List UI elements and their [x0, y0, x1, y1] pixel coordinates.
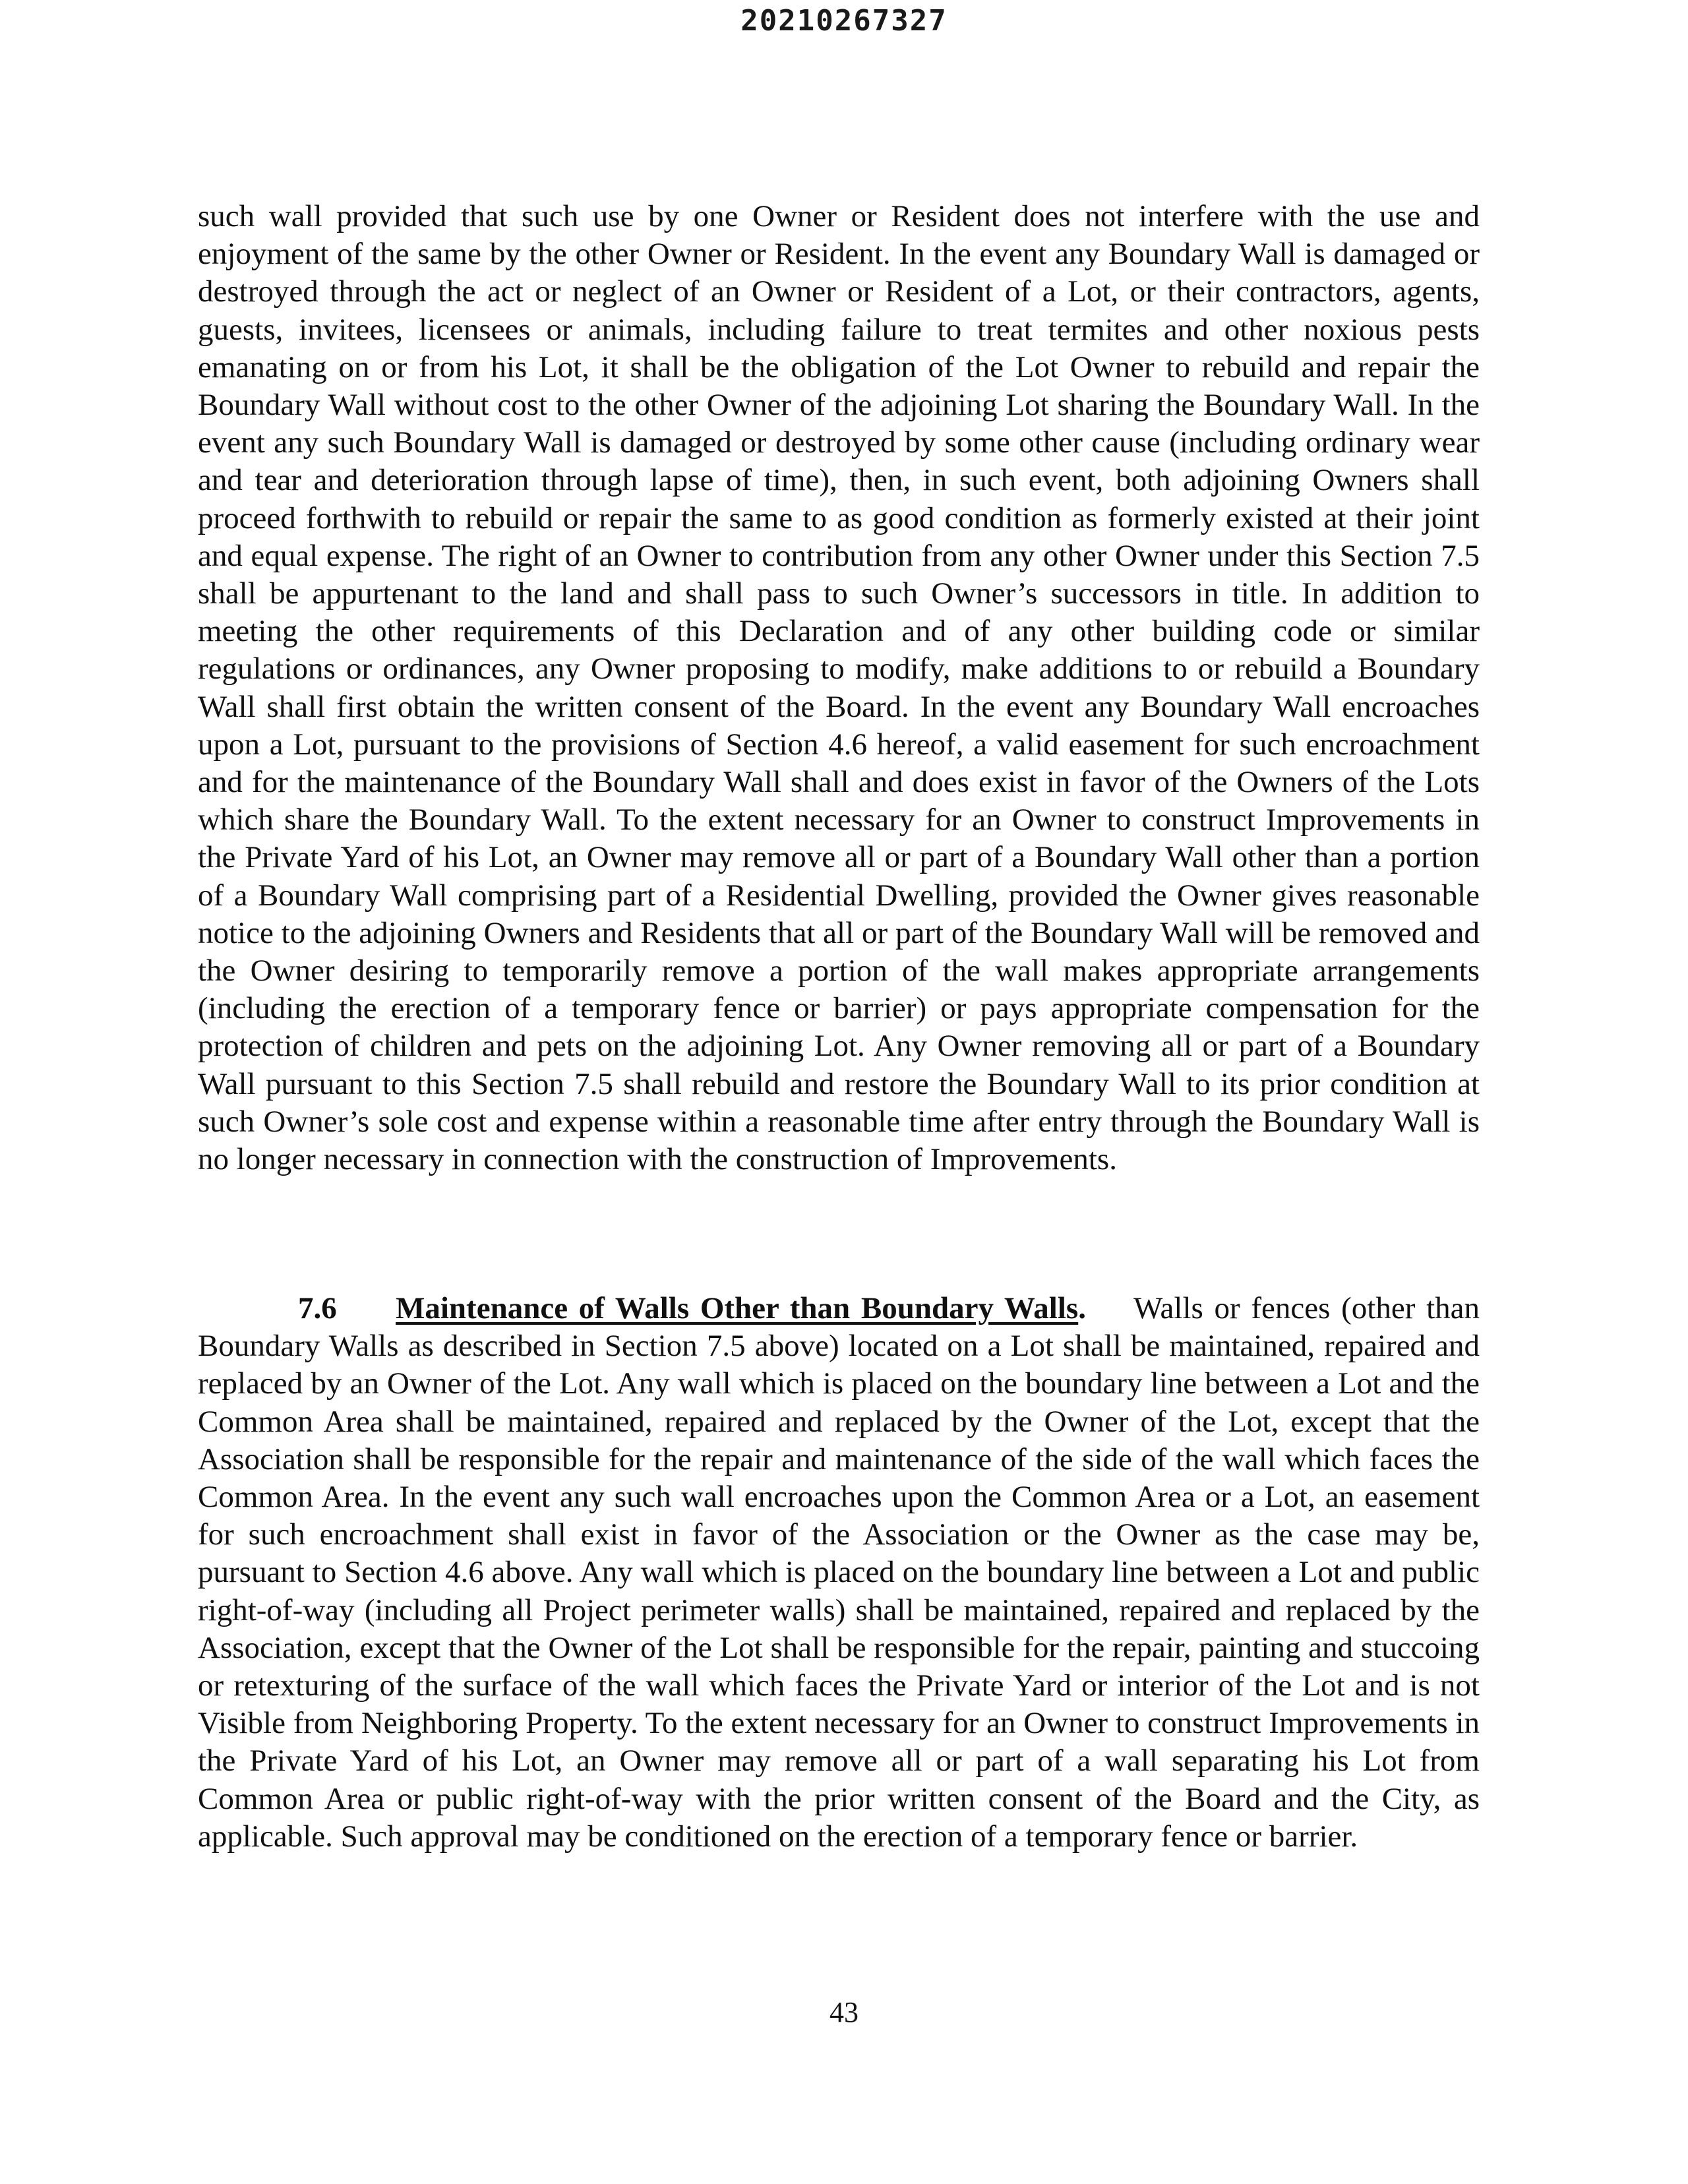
section-number: 7.6 [298, 1291, 337, 1325]
section-heading: Maintenance of Walls Other than Boundary Walls [396, 1291, 1079, 1325]
section-7-6-paragraph [198, 1290, 1480, 1856]
section-body-text: Walls or fences (other than Boundary Walls as described in Section 7.5 above) located on a Lot shall be maintained, repaired and replaced by an Owner of the Lot. Any wall which is placed on the boundary line between a Lot and the Common Area shall be maintained, repaired and replaced by the Owner of the Lot, except that the Association shall be responsible for the repair and maintenance of the side of the wall which faces the Common Area. In the event any such wall encroaches upon the Common Area or a Lot, an easement for such encroachment shall exist in favor of the Association or the Owner as the case may be, pursuant to Section 4.6 above. Any wall which is placed on the boundary line between a Lot and public right-of-way (including all Project perimeter walls) shall be maintained, repaired and replaced by the Association, except that the Owner of the Lot shall be responsible for the repair, painting and stuccoing or retexturing of the surface of the wall which faces the Private Yard or interior of the Lot and is not Visible from Neighboring Property. To the extent necessary for an Owner to construct Improvements in the Private Yard of his Lot, an Owner may remove all or part of a wall separating his Lot from Common Area or public right-of-way with the prior written consent of the Board and the City, as applicable. Such approval may be conditioned on the erection of a temporary fence or barrier. [198, 1291, 1480, 1854]
continued-paragraph: such wall provided that such use by one Owner or Resident does not interfere with the use and enjoyment of the same by the other Owner or Resident. In the event any Boundary Wall is damaged or destroyed through the act or neglect of an Owner or Resident of a Lot, or their contractors, agents, guests, invitees, licensees or animals, including failure to treat termites and other noxious pests emanating on or from his Lot, it shall be the obligation of the Lot Owner to rebuild and repair the Boundary Wall without cost to the other Owner of the adjoining Lot sharing the Boundary Wall. In the event any such Boundary Wall is damaged or destroyed by some other cause (including ordinary wear and tear and deterioration through lapse of time), then, in such event, both adjoining Owners shall proceed forthwith to rebuild or repair the same to as good condition as formerly existed at their joint and equal expense. The right of an Owner to contribution from any other Owner under this Section 7.5 shall be appurtenant to the land and shall pass to such Owner’s successors in title. In addition to meeting the other requirements of this Declaration and of any other building code or similar regulations or ordinances, any Owner proposing to modify, make additions to or rebuild a Boundary Wall shall first obtain the written consent of the Board. In the event any Boundary Wall encroaches upon a Lot, pursuant to the provisions of Section 4.6 hereof, a valid easement for such encroachment and for the maintenance of the Boundary Wall shall and does exist in favor of the Owners of the Lots which share the Boundary Wall. To the extent necessary for an Owner to construct Improvements in the Private Yard of his Lot, an Owner may remove all or part of a Boundary Wall other than a portion of a Boundary Wall comprising part of a Residential Dwelling, provided the Owner gives reasonable notice to the adjoining Owners and Residents that all or part of the Boundary Wall will be removed and the Owner desiring to temporarily remove a portion of the wall makes appropriate arrangements (including the erection of a temporary fence or barrier) or pays appropriate compensation for the protection of children and pets on the adjoining Lot. Any Owner removing all or part of a Boundary Wall pursuant to this Section 7.5 shall rebuild and restore the Boundary Wall to its prior condition at such Owner’s sole cost and expense within a reasonable time after entry through the Boundary Wall is no longer necessary in connection with the construction of Improvements. [198, 199, 1480, 1177]
section-heading-period: . [1078, 1291, 1086, 1325]
document-number: 20210267327 [740, 4, 948, 38]
page-number: 43 [829, 1996, 859, 2028]
